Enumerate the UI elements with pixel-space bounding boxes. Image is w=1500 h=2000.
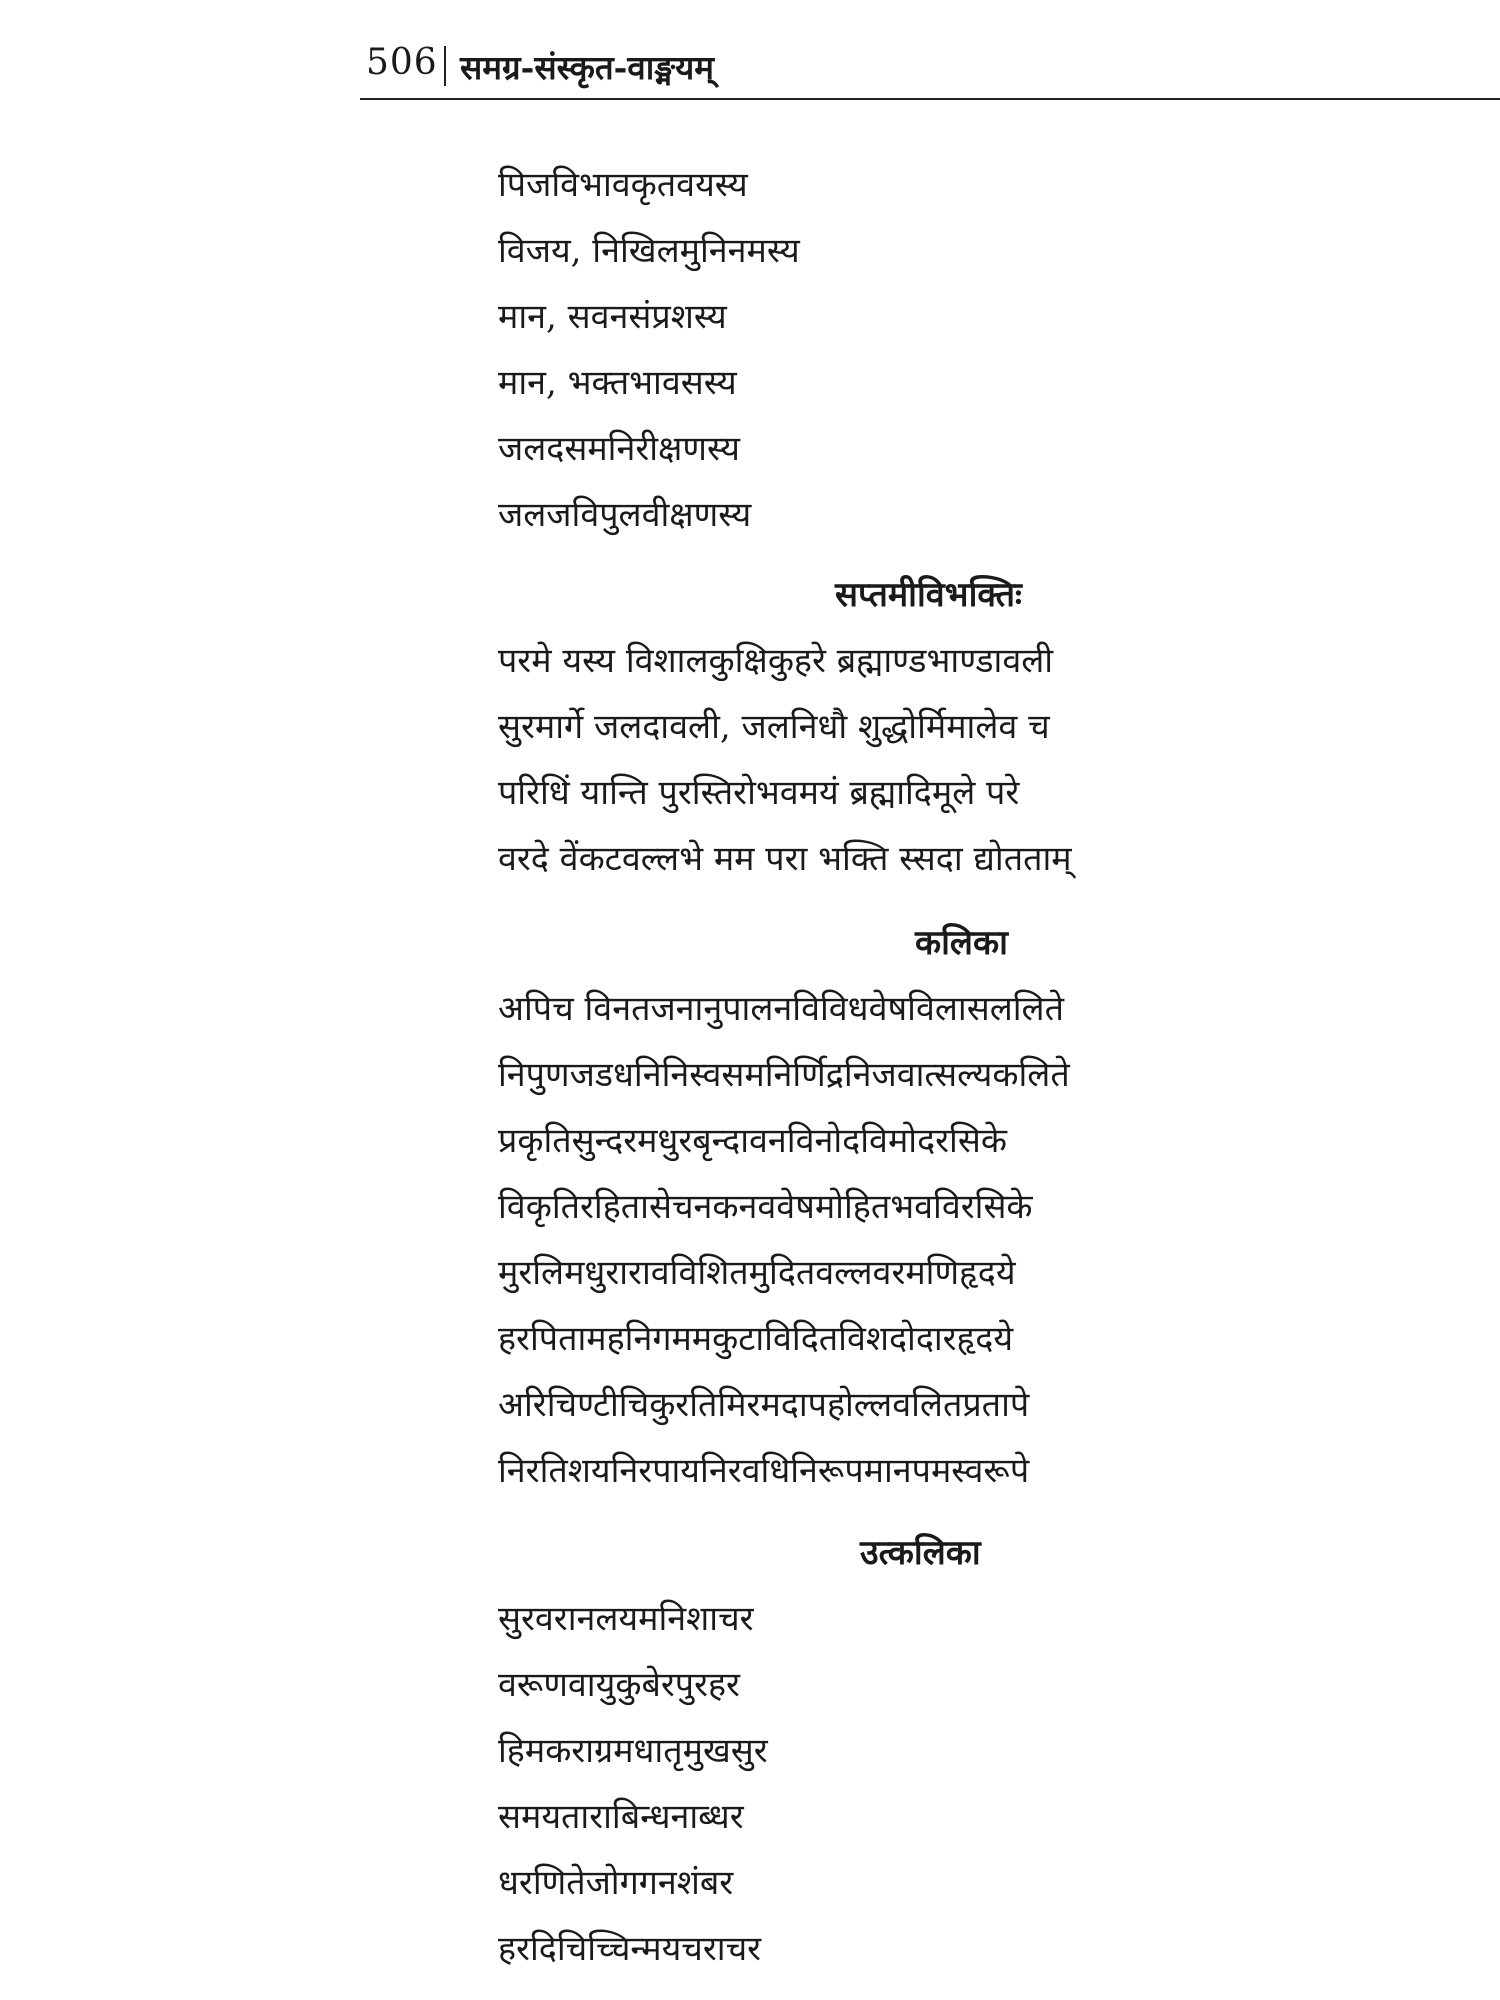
verse-line: पिजविभावकृतवयस्य	[498, 165, 748, 205]
section-heading-kalika: कलिका	[915, 923, 1008, 963]
verse-block-1	[498, 152, 800, 548]
verse-line: सुरमार्गे जलदावली, जलनिधौ शुद्धोर्मिमालेव च	[498, 707, 1050, 747]
verse-line: विजय, निखिलमुनिनमस्य	[498, 231, 800, 271]
section-heading-saptami: सप्तमीविभक्तिः	[835, 575, 1022, 615]
verse-block-4	[498, 1586, 768, 1982]
header-separator	[444, 46, 446, 86]
verse-line: विकृतिरहितासेचनकनववेषमोहितभवविरसिके	[498, 1187, 1033, 1227]
verse-line: मुरलिमधुरारावविशितमुदितवल्लवरमणिहृदये	[498, 1253, 1016, 1293]
verse-line: परमे यस्य विशालकुक्षिकुहरे ब्रह्माण्डभाण्डावली	[498, 641, 1054, 681]
verse-block-3	[498, 976, 1070, 1504]
verse-line: निरतिशयनिरपायनिरवधिनिरूपमानपमस्वरूपे	[498, 1451, 1030, 1491]
verse-line: वरूणवायुकुबेरपुरहर	[498, 1665, 740, 1705]
verse-line: मान, सवनसंप्रशस्य	[498, 297, 727, 337]
verse-line: हिमकराग्रमधातृमुखसुर	[498, 1731, 768, 1771]
verse-line: धरणितेजोगगनशंबर	[498, 1863, 734, 1903]
page-header	[360, 38, 1500, 100]
verse-line: मान, भक्तभावसस्य	[498, 363, 737, 403]
verse-line: जलदसमनिरीक्षणस्य	[498, 429, 740, 469]
section-heading-utkalika: उत्कलिका	[860, 1533, 981, 1573]
verse-line: हरपितामहनिगममकुटाविदितविशदोदारहृदये	[498, 1319, 1014, 1359]
verse-line: वरदे वेंकटवल्लभे मम परा भक्ति स्सदा द्योतताम्	[498, 839, 1072, 879]
verse-line: जलजविपुलवीक्षणस्य	[498, 495, 752, 535]
verse-line: निपुणजडधनिनिस्वसमनिर्णिद्रनिजवात्सल्यकलिते	[498, 1055, 1070, 1095]
verse-line: समयताराबिन्धनाब्धर	[498, 1797, 744, 1837]
verse-line: प्रकृतिसुन्दरमधुरबृन्दावनविनोदविमोदरसिके	[498, 1121, 1007, 1161]
verse-line: अरिचिण्टीचिकुरतिमिरमदापहोल्लवलितप्रतापे	[498, 1385, 1030, 1425]
running-title: समग्र-संस्कृत-वाङ्मयम्	[460, 48, 715, 87]
verse-line: सुरवरानलयमनिशाचर	[498, 1599, 754, 1639]
verse-line: परिधिं यान्ति पुरस्तिरोभवमयं ब्रह्मादिमूले परे	[498, 773, 1020, 813]
page-number: 506	[366, 42, 438, 83]
verse-line: हरदिचिच्चिन्मयचराचर	[498, 1929, 762, 1969]
verse-block-2	[498, 628, 1072, 892]
verse-line: अपिच विनतजनानुपालनविविधवेषविलासललिते	[498, 989, 1064, 1029]
